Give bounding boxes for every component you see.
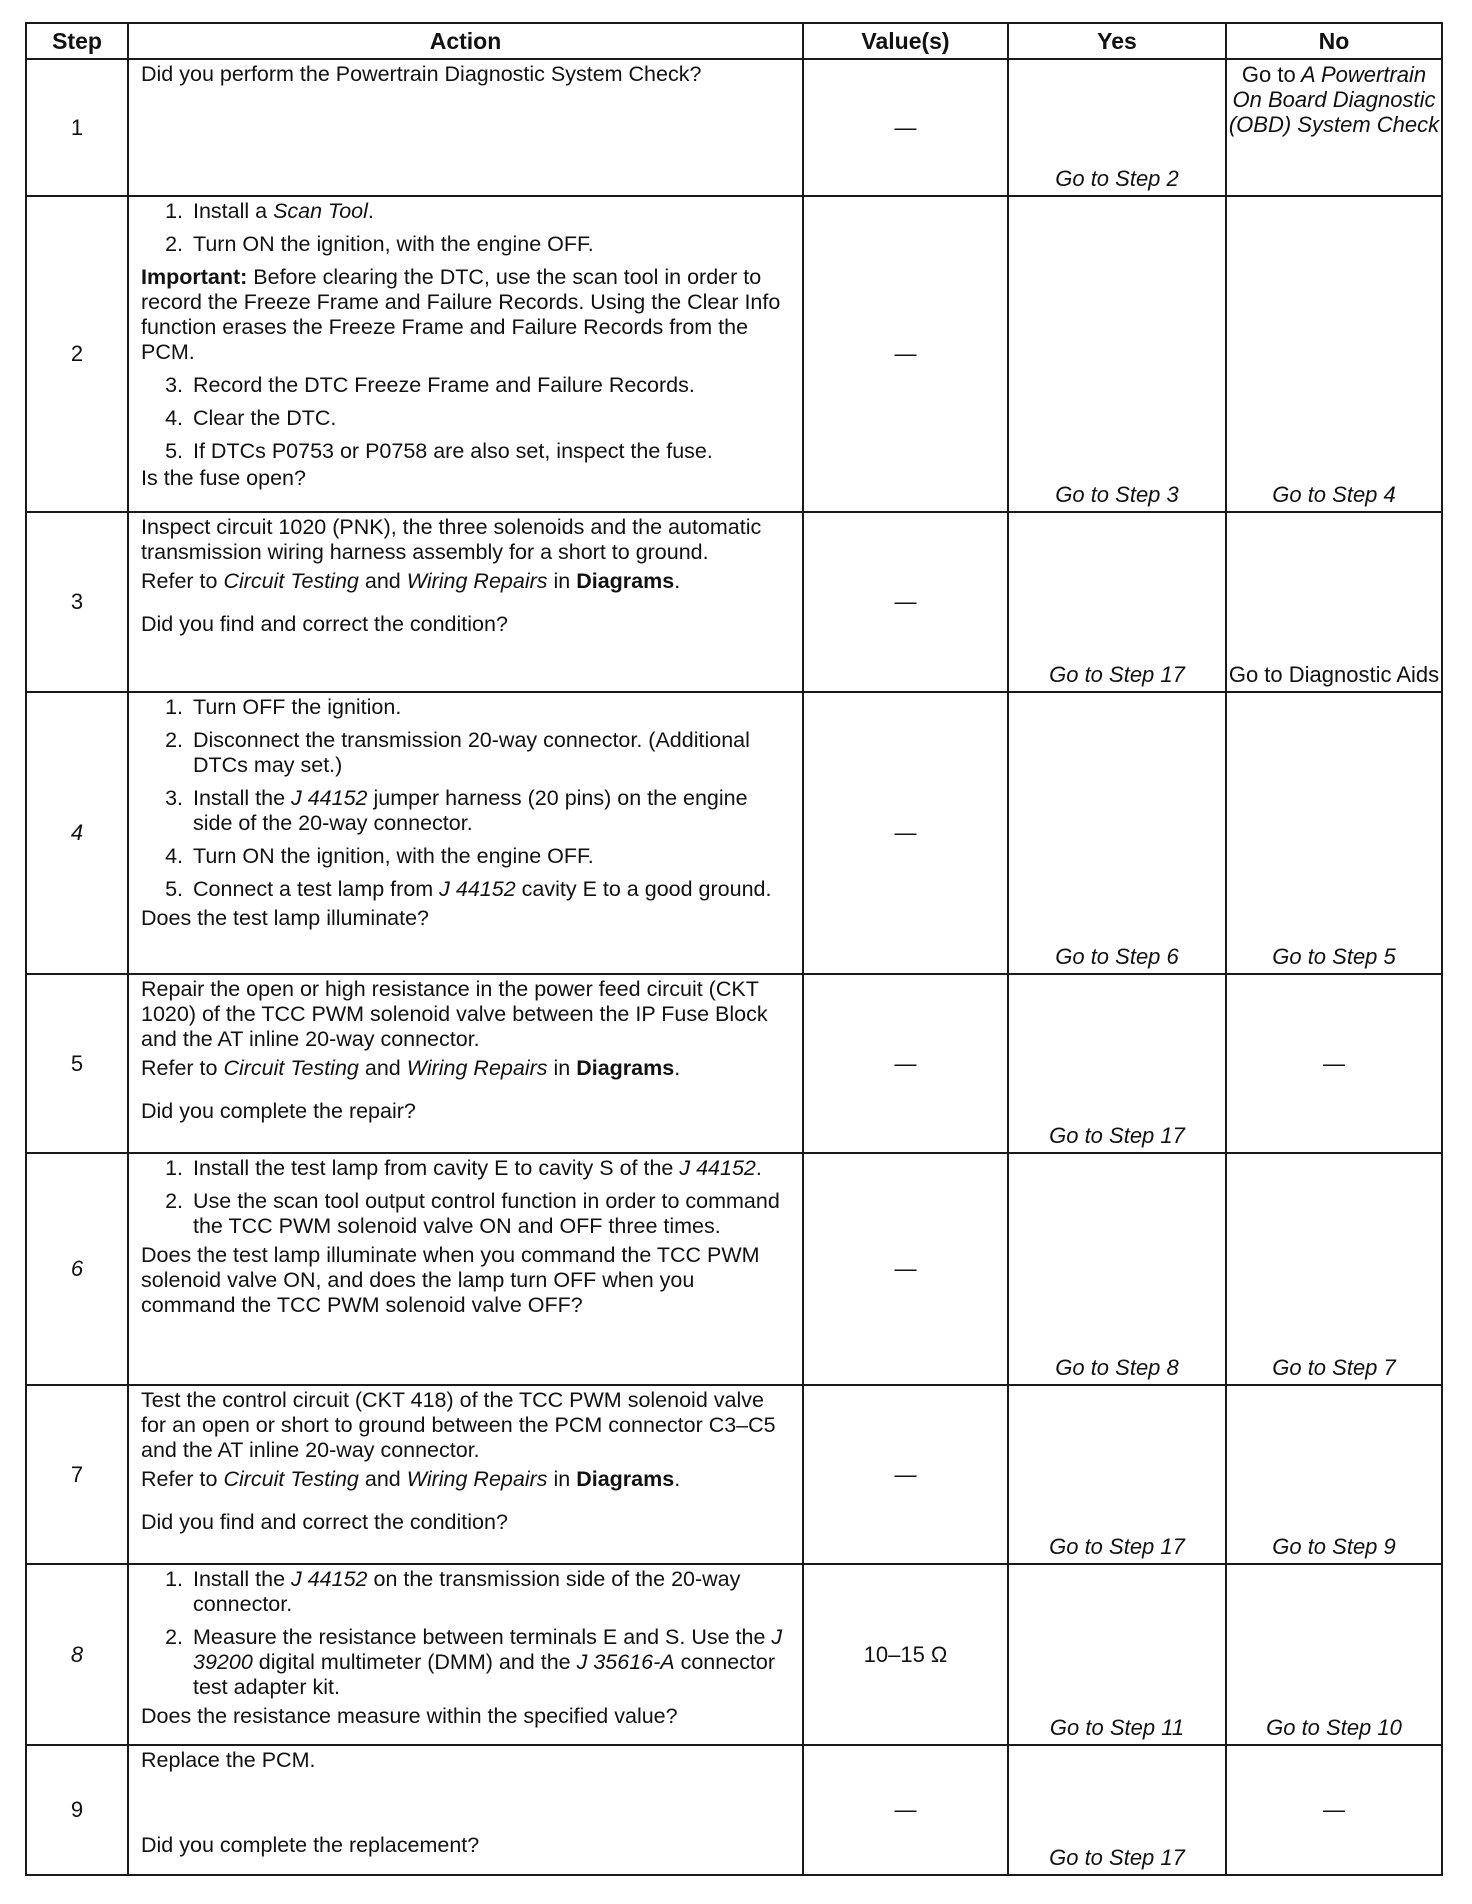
item-emphasis: J 39200 (193, 1625, 783, 1674)
no-cell: Go to Step 9 (1226, 1385, 1442, 1564)
action-text: Inspect circuit 1020 (PNK), the three solenoids and the automatic transmission wiring harness assembly for a short to ground. (141, 515, 762, 564)
value-cell: — (803, 1745, 1008, 1875)
no-prefix: Go to (1241, 62, 1296, 87)
value-cell: — (803, 1153, 1008, 1385)
item-text: Turn ON the ignition, with the engine OFF. (193, 844, 594, 868)
refer-line (141, 1467, 790, 1492)
action-item (141, 1156, 790, 1181)
no-cell: Go to Step 7 (1226, 1153, 1442, 1385)
item-text: Install the (193, 786, 291, 810)
no-cell: Go to Step 5 (1226, 692, 1442, 974)
yes-cell: Go to Step 11 (1008, 1564, 1226, 1745)
header-no: No (1226, 23, 1442, 59)
action-cell (128, 974, 803, 1153)
refer-text: Refer to (141, 1467, 224, 1491)
table-row (26, 1385, 1442, 1564)
value-cell: — (803, 974, 1008, 1153)
refer-text: Refer to (141, 569, 224, 593)
refer-link-circuit-testing: Circuit Testing (223, 569, 359, 593)
item-text: Disconnect the transmission 20-way connector. (Additional DTCs may set.) (193, 728, 750, 777)
action-cell (128, 1153, 803, 1385)
item-number: 1. (165, 199, 183, 223)
step-number: 2 (26, 196, 128, 512)
action-cell (128, 692, 803, 974)
step-number: 8 (26, 1564, 128, 1745)
action-item (141, 844, 790, 869)
item-text: Install a (193, 199, 274, 223)
table-row (26, 692, 1442, 974)
action-question: Did you find and correct the condition? (141, 612, 508, 636)
value-cell: — (803, 1385, 1008, 1564)
refer-link-wiring-repairs: Wiring Repairs (406, 1056, 548, 1080)
action-item (141, 232, 790, 257)
item-number: 1. (165, 695, 183, 719)
refer-text: in (547, 569, 577, 593)
action-item (141, 1567, 790, 1617)
refer-text: in (547, 1056, 577, 1080)
refer-text: . (674, 1467, 681, 1491)
action-text: Replace the PCM. (141, 1748, 316, 1772)
no-cell: — (1226, 1745, 1442, 1875)
refer-line (141, 569, 790, 594)
action-question: Does the resistance measure within the specified value? (141, 1704, 678, 1728)
refer-text: Refer to (141, 1056, 224, 1080)
action-question: Is the fuse open? (141, 466, 306, 490)
item-number: 1. (165, 1156, 183, 1180)
refer-text: and (358, 569, 407, 593)
action-cell (128, 59, 803, 196)
value-cell: 10–15 Ω (803, 1564, 1008, 1745)
item-text: Clear the DTC. (193, 406, 337, 430)
no-cell: — (1226, 974, 1442, 1153)
yes-cell: Go to Step 17 (1008, 1385, 1226, 1564)
step-number: 1 (26, 59, 128, 196)
item-text: on the transmission side of the 20-way connector. (193, 1567, 741, 1616)
refer-text: . (674, 569, 681, 593)
yes-cell: Go to Step 3 (1008, 196, 1226, 512)
no-cell (1226, 59, 1442, 196)
item-text: If DTCs P0753 or P0758 are also set, inspect the fuse. (193, 439, 713, 463)
action-question: Does the test lamp illuminate when you command the TCC PWM solenoid valve ON, and does the lamp turn OFF when you command the TCC PWM solenoid valve OFF? (141, 1243, 760, 1317)
refer-text: in (547, 1467, 577, 1491)
action-item (141, 1625, 790, 1700)
important-text: Before clearing the DTC, use the scan tool in order to record the Freeze Frame and Failure Records. Using the Clear Info function erases the Freeze Frame and Failure Records from the PCM. (141, 265, 781, 364)
table-row (26, 1745, 1442, 1875)
important-label: Important: (141, 265, 248, 289)
item-emphasis: J 44152 (439, 877, 516, 901)
action-item (141, 373, 790, 398)
refer-line (141, 1056, 790, 1081)
refer-link-circuit-testing: Circuit Testing (223, 1056, 359, 1080)
action-question: Did you complete the replacement? (141, 1833, 480, 1857)
value-cell: — (803, 59, 1008, 196)
item-number: 2. (165, 232, 183, 256)
refer-text: and (358, 1467, 407, 1491)
item-number: 3. (165, 373, 183, 397)
refer-diagrams: Diagrams (576, 1056, 675, 1080)
item-number: 2. (165, 1189, 183, 1213)
item-number: 4. (165, 406, 183, 430)
value-cell: — (803, 512, 1008, 692)
header-values: Value(s) (803, 23, 1008, 59)
action-item (141, 199, 790, 224)
item-text: . (755, 1156, 762, 1180)
action-item (141, 1189, 790, 1239)
item-text: cavity E to a good ground. (515, 877, 772, 901)
item-emphasis: J 44152 (291, 1567, 368, 1591)
item-emphasis: J 44152 (291, 786, 368, 810)
item-emphasis: Scan Tool (273, 199, 368, 223)
item-text: digital multimeter (DMM) and the (252, 1650, 577, 1674)
no-cell: Go to Diagnostic Aids (1226, 512, 1442, 692)
item-text: . (367, 199, 374, 223)
item-text: Connect a test lamp from (193, 877, 440, 901)
yes-cell: Go to Step 17 (1008, 1745, 1226, 1875)
item-text: Use the scan tool output control function in order to command the TCC PWM solenoid valve ON and OFF three times. (193, 1189, 780, 1238)
header-action: Action (128, 23, 803, 59)
refer-text: . (674, 1056, 681, 1080)
action-question: Did you complete the repair? (141, 1099, 416, 1123)
table-row (26, 1564, 1442, 1745)
refer-diagrams: Diagrams (576, 1467, 675, 1491)
item-emphasis: J 35616-A (576, 1650, 675, 1674)
action-text: Repair the open or high resistance in the power feed circuit (CKT 1020) of the TCC PWM solenoid valve between the IP Fuse Block and the AT inline 20-way connector. (141, 977, 768, 1051)
item-text: Record the DTC Freeze Frame and Failure Records. (193, 373, 695, 397)
item-text: Turn ON the ignition, with the engine OFF. (193, 232, 594, 256)
item-text: Install the test lamp from cavity E to cavity S of the (193, 1156, 680, 1180)
item-number: 2. (165, 728, 183, 752)
diagnostic-table (25, 22, 1443, 1876)
important-note (141, 265, 790, 365)
yes-cell: Go to Step 6 (1008, 692, 1226, 974)
action-cell (128, 1385, 803, 1564)
item-number: 1. (165, 1567, 183, 1591)
action-item (141, 728, 790, 778)
step-number: 3 (26, 512, 128, 692)
refer-link-circuit-testing: Circuit Testing (223, 1467, 359, 1491)
action-cell (128, 1564, 803, 1745)
item-number: 2. (165, 1625, 183, 1649)
no-cell: Go to Step 10 (1226, 1564, 1442, 1745)
action-item (141, 786, 790, 836)
table-row (26, 512, 1442, 692)
yes-cell: Go to Step 17 (1008, 974, 1226, 1153)
refer-diagrams: Diagrams (576, 569, 675, 593)
table-row (26, 59, 1442, 196)
header-yes: Yes (1008, 23, 1226, 59)
item-number: 5. (165, 439, 183, 463)
step-number: 9 (26, 1745, 128, 1875)
item-text: Turn OFF the ignition. (193, 695, 402, 719)
action-question: Did you find and correct the condition? (141, 1510, 508, 1534)
action-text: Test the control circuit (CKT 418) of the TCC PWM solenoid valve for an open or short to ground between the PCM connector C3–C5 and the AT inline 20-way connector. (141, 1388, 776, 1462)
no-rest: A Powertrain On Board Diagnostic (OBD) System Check (1228, 62, 1440, 137)
action-item (141, 406, 790, 431)
no-cell: Go to Step 4 (1226, 196, 1442, 512)
header-step: Step (26, 23, 128, 59)
refer-link-wiring-repairs: Wiring Repairs (406, 1467, 548, 1491)
step-number: 5 (26, 974, 128, 1153)
action-item (141, 695, 790, 720)
table-row (26, 974, 1442, 1153)
refer-link-wiring-repairs: Wiring Repairs (406, 569, 548, 593)
step-number: 6 (26, 1153, 128, 1385)
table-row (26, 1153, 1442, 1385)
action-question: Did you perform the Powertrain Diagnostic System Check? (141, 62, 702, 86)
item-text: Install the (193, 1567, 291, 1591)
item-number: 3. (165, 786, 183, 810)
action-item (141, 439, 790, 464)
item-number: 5. (165, 877, 183, 901)
yes-cell: Go to Step 8 (1008, 1153, 1226, 1385)
yes-cell: Go to Step 17 (1008, 512, 1226, 692)
yes-cell: Go to Step 2 (1008, 59, 1226, 196)
item-text: Measure the resistance between terminals E and S. Use the (193, 1625, 772, 1649)
action-item (141, 877, 790, 902)
action-question: Does the test lamp illuminate? (141, 906, 430, 930)
action-cell (128, 196, 803, 512)
refer-text: and (358, 1056, 407, 1080)
action-cell (128, 1745, 803, 1875)
step-number: 7 (26, 1385, 128, 1564)
table-row (26, 196, 1442, 512)
item-text: jumper harness (20 pins) on the engine side of the 20-way connector. (193, 786, 748, 835)
header-row (26, 23, 1442, 59)
item-number: 4. (165, 844, 183, 868)
item-emphasis: J 44152 (679, 1156, 756, 1180)
item-text: connector test adapter kit. (193, 1650, 776, 1699)
step-number: 4 (26, 692, 128, 974)
value-cell: — (803, 692, 1008, 974)
value-cell: — (803, 196, 1008, 512)
action-cell (128, 512, 803, 692)
